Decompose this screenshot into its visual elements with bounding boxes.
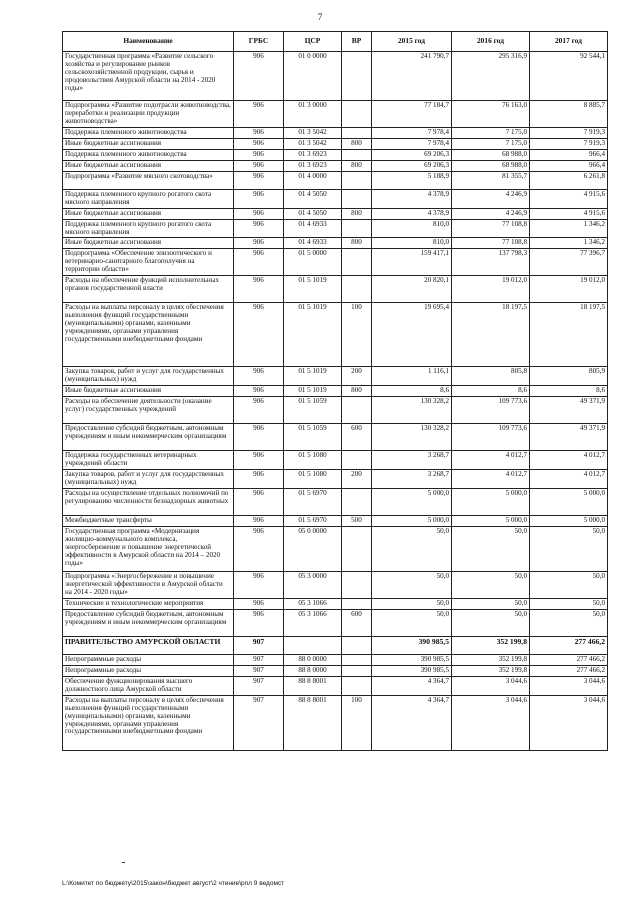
- cell-name: Расходы на осуществление отдельных полномочий по регулированию численности безнадзорных животных: [63, 489, 234, 516]
- table-row: [63, 599, 608, 610]
- cell-y2016: 50,0: [452, 572, 530, 599]
- cell-name: ПРАВИТЕЛЬСТВО АМУРСКОЙ ОБЛАСТИ: [63, 636, 234, 654]
- cell-csr: 01 3 5042: [284, 138, 342, 149]
- cell-name: Непрограммные расходы: [63, 654, 234, 665]
- cell-vr: 800: [342, 238, 372, 249]
- cell-grbs: 906: [234, 128, 284, 139]
- cell-grbs: 906: [234, 470, 284, 489]
- cell-y2015: 4 378,9: [372, 189, 452, 208]
- table-row: [63, 424, 608, 451]
- cell-name: Подпрограмма «Обеспечение эпизоотического и ветеринарно-санитарного благополучия на территории области»: [63, 249, 234, 276]
- cell-vr: [342, 101, 372, 128]
- cell-vr: 100: [342, 303, 372, 367]
- cell-y2016: 7 175,0: [452, 128, 530, 139]
- cell-y2015: 5 188,9: [372, 171, 452, 189]
- cell-y2016: 352 199,8: [452, 665, 530, 676]
- header-csr: ЦСР: [284, 32, 342, 52]
- table-row: [63, 276, 608, 303]
- cell-name: Иные бюджетные ассигнования: [63, 386, 234, 397]
- header-2016: 2016 год: [452, 32, 530, 52]
- cell-vr: [342, 249, 372, 276]
- table-row: [63, 516, 608, 527]
- cell-grbs: 906: [234, 149, 284, 160]
- cell-csr: 01 5 1059: [284, 424, 342, 451]
- table-row: [63, 397, 608, 424]
- cell-grbs: 906: [234, 599, 284, 610]
- table-row: [63, 367, 608, 386]
- page-number: 7: [317, 12, 323, 22]
- cell-y2017: 18 197,5: [530, 303, 608, 367]
- cell-y2017: 50,0: [530, 609, 608, 636]
- cell-vr: [342, 451, 372, 470]
- cell-y2016: 81 355,7: [452, 171, 530, 189]
- header-vr: ВР: [342, 32, 372, 52]
- cell-vr: [342, 527, 372, 572]
- cell-name: Поддержка государственных ветеринарных учреждений области: [63, 451, 234, 470]
- cell-grbs: 906: [234, 609, 284, 636]
- cell-y2016: 7 175,0: [452, 138, 530, 149]
- cell-csr: 88 8 8001: [284, 695, 342, 750]
- cell-y2015: 1 116,1: [372, 367, 452, 386]
- cell-y2015: 130 328,2: [372, 397, 452, 424]
- cell-vr: [342, 654, 372, 665]
- cell-csr: 01 3 6923: [284, 160, 342, 171]
- cell-vr: 600: [342, 424, 372, 451]
- cell-grbs: 906: [234, 276, 284, 303]
- cell-y2016: 295 316,9: [452, 52, 530, 101]
- cell-grbs: 907: [234, 695, 284, 750]
- cell-csr: 01 4 6933: [284, 219, 342, 238]
- cell-y2016: 109 773,6: [452, 424, 530, 451]
- cell-grbs: 906: [234, 160, 284, 171]
- table-row: [63, 238, 608, 249]
- cell-csr: 01 5 1080: [284, 451, 342, 470]
- cell-grbs: 906: [234, 189, 284, 208]
- cell-name: Закупка товаров, работ и услуг для государственных (муниципальных) нужд: [63, 367, 234, 386]
- cell-vr: [342, 489, 372, 516]
- cell-y2017: 805,9: [530, 367, 608, 386]
- cell-y2016: 50,0: [452, 527, 530, 572]
- cell-y2017: 1 346,2: [530, 219, 608, 238]
- cell-csr: 01 3 6923: [284, 149, 342, 160]
- cell-y2017: 277 466,2: [530, 654, 608, 665]
- cell-csr: 01 5 1080: [284, 470, 342, 489]
- cell-y2017: 277 466,2: [530, 636, 608, 654]
- cell-y2015: 241 790,7: [372, 52, 452, 101]
- cell-grbs: 906: [234, 386, 284, 397]
- table-row: [63, 489, 608, 516]
- cell-vr: [342, 171, 372, 189]
- cell-y2017: 50,0: [530, 572, 608, 599]
- cell-y2015: 390 985,5: [372, 636, 452, 654]
- table-row: [63, 609, 608, 636]
- table-row: [63, 249, 608, 276]
- cell-y2016: 805,8: [452, 367, 530, 386]
- cell-csr: 01 5 1019: [284, 303, 342, 367]
- table-row: [63, 470, 608, 489]
- cell-name: Закупка товаров, работ и услуг для государственных (муниципальных) нужд: [63, 470, 234, 489]
- table-row: [63, 695, 608, 750]
- cell-name: Предоставление субсидий бюджетным, автономным учреждениям и иным некоммерческим организациям: [63, 424, 234, 451]
- cell-grbs: 907: [234, 654, 284, 665]
- cell-name: Иные бюджетные ассигнования: [63, 208, 234, 219]
- cell-y2016: 4 246,9: [452, 189, 530, 208]
- cell-grbs: 906: [234, 451, 284, 470]
- cell-y2016: 3 044,6: [452, 676, 530, 695]
- cell-y2015: 390 985,5: [372, 654, 452, 665]
- cell-y2016: 77 108,8: [452, 238, 530, 249]
- cell-y2016: 50,0: [452, 599, 530, 610]
- cell-y2016: 4 246,9: [452, 208, 530, 219]
- cell-y2017: 966,4: [530, 160, 608, 171]
- cell-y2015: 810,0: [372, 238, 452, 249]
- cell-csr: 01 5 6970: [284, 489, 342, 516]
- header-2015: 2015 год: [372, 32, 452, 52]
- cell-grbs: 906: [234, 171, 284, 189]
- cell-vr: [342, 599, 372, 610]
- cell-name: Поддержка племенного крупного рогатого скота мясного направления: [63, 219, 234, 238]
- cell-name: Технические и технологические мероприятия: [63, 599, 234, 610]
- header-name: Наименование: [63, 32, 234, 52]
- table-row: [63, 52, 608, 101]
- cell-y2016: 68 988,0: [452, 149, 530, 160]
- cell-csr: 01 0 0000: [284, 52, 342, 101]
- cell-y2017: 4 915,6: [530, 208, 608, 219]
- table-row: [63, 149, 608, 160]
- cell-y2015: 50,0: [372, 527, 452, 572]
- table-row: [63, 527, 608, 572]
- cell-y2017: 6 261,8: [530, 171, 608, 189]
- table-row: [63, 219, 608, 238]
- cell-vr: 800: [342, 160, 372, 171]
- cell-y2015: 50,0: [372, 572, 452, 599]
- cell-csr: 01 5 1019: [284, 386, 342, 397]
- table-header-row: [63, 32, 608, 52]
- cell-grbs: 906: [234, 238, 284, 249]
- cell-grbs: 906: [234, 101, 284, 128]
- cell-y2015: 3 268,7: [372, 470, 452, 489]
- cell-grbs: 906: [234, 303, 284, 367]
- table-row: [63, 572, 608, 599]
- table-row: [63, 160, 608, 171]
- cell-name: Поддержка племенного крупного рогатого скота мясного направления: [63, 189, 234, 208]
- cell-y2017: 7 919,3: [530, 128, 608, 139]
- table-row: [63, 171, 608, 189]
- cell-vr: [342, 52, 372, 101]
- cell-grbs: 906: [234, 516, 284, 527]
- cell-vr: 500: [342, 516, 372, 527]
- cell-name: Государственная программа «Модернизация жилищно-коммунального комплекса, энергосбережение и повышение энергетической эффективности в Амурской области на 2014 – 2020 годы»: [63, 527, 234, 572]
- cell-csr: 01 5 0000: [284, 249, 342, 276]
- cell-name: Подпрограмма «Энергосбережение и повышение энергетической эффективности в Амурской области на 2014 - 2020 годы»: [63, 572, 234, 599]
- cell-y2017: 966,4: [530, 149, 608, 160]
- header-2017: 2017 год: [530, 32, 608, 52]
- cell-y2016: 76 163,0: [452, 101, 530, 128]
- cell-csr: [284, 636, 342, 654]
- cell-y2015: 20 820,1: [372, 276, 452, 303]
- cell-vr: 200: [342, 470, 372, 489]
- cell-csr: 05 0 0000: [284, 527, 342, 572]
- footer-file-path: L:\Комитет по бюджету\2015\закон\бюджет август\2 чтение\рпл 9 ведомст: [62, 880, 285, 887]
- cell-y2016: 8,6: [452, 386, 530, 397]
- cell-y2017: 7 919,3: [530, 138, 608, 149]
- cell-csr: 01 4 5050: [284, 189, 342, 208]
- cell-grbs: 907: [234, 636, 284, 654]
- cell-name: Иные бюджетные ассигнования: [63, 160, 234, 171]
- cell-vr: 100: [342, 695, 372, 750]
- cell-name: Расходы на обеспечение деятельности (оказание услуг) государственных учреждений: [63, 397, 234, 424]
- cell-y2017: 5 000,0: [530, 489, 608, 516]
- cell-y2015: 77 184,7: [372, 101, 452, 128]
- cell-name: Расходы на выплаты персоналу в целях обеспечения выполнения функций государственными (муниципальными) органами, казенными учреждениями, органами управления государственными внебюджетными фондами: [63, 303, 234, 367]
- cell-vr: 600: [342, 609, 372, 636]
- cell-name: Подпрограмма «Развитие подотрасли животноводства, переработки и реализации продукции животноводства»: [63, 101, 234, 128]
- budget-table: [62, 31, 608, 751]
- table-row: [63, 386, 608, 397]
- cell-grbs: 906: [234, 489, 284, 516]
- cell-y2015: 69 206,3: [372, 149, 452, 160]
- cell-grbs: 906: [234, 249, 284, 276]
- cell-grbs: 906: [234, 208, 284, 219]
- cell-vr: [342, 676, 372, 695]
- cell-y2016: 137 798,3: [452, 249, 530, 276]
- table-body: [63, 52, 608, 751]
- cell-csr: 01 5 1019: [284, 367, 342, 386]
- cell-vr: [342, 128, 372, 139]
- cell-vr: [342, 219, 372, 238]
- table-row: [63, 303, 608, 367]
- cell-name: Межбюджетные трансферты: [63, 516, 234, 527]
- cell-y2017: 277 466,2: [530, 665, 608, 676]
- cell-grbs: 906: [234, 572, 284, 599]
- cell-name: Непрограммные расходы: [63, 665, 234, 676]
- cell-y2017: 50,0: [530, 599, 608, 610]
- cell-y2017: 19 012,0: [530, 276, 608, 303]
- table-row: [63, 128, 608, 139]
- footer-mark: [122, 862, 125, 863]
- cell-y2015: 159 417,1: [372, 249, 452, 276]
- cell-y2016: 18 197,5: [452, 303, 530, 367]
- cell-y2016: 4 012,7: [452, 451, 530, 470]
- cell-y2016: 5 000,0: [452, 489, 530, 516]
- cell-name: Предоставление субсидий бюджетным, автономным учреждениям и иным некоммерческим организациям: [63, 609, 234, 636]
- cell-y2016: 4 012,7: [452, 470, 530, 489]
- table-row: [63, 676, 608, 695]
- cell-grbs: 906: [234, 138, 284, 149]
- cell-y2017: 92 544,1: [530, 52, 608, 101]
- cell-y2015: 5 000,0: [372, 516, 452, 527]
- cell-y2017: 3 044,6: [530, 676, 608, 695]
- cell-y2017: 49 371,9: [530, 397, 608, 424]
- cell-y2016: 352 199,8: [452, 654, 530, 665]
- cell-vr: [342, 636, 372, 654]
- cell-csr: 01 3 0000: [284, 101, 342, 128]
- cell-y2015: 50,0: [372, 599, 452, 610]
- cell-vr: 800: [342, 208, 372, 219]
- cell-vr: [342, 276, 372, 303]
- cell-y2015: 3 268,7: [372, 451, 452, 470]
- cell-y2016: 5 000,0: [452, 516, 530, 527]
- cell-y2016: 50,0: [452, 609, 530, 636]
- cell-y2017: 4 012,7: [530, 470, 608, 489]
- table-row: [63, 189, 608, 208]
- cell-grbs: 906: [234, 367, 284, 386]
- cell-y2015: 390 985,5: [372, 665, 452, 676]
- cell-name: Поддержка племенного животноводства: [63, 128, 234, 139]
- cell-name: Подпрограмма «Развитие мясного скотоводства»: [63, 171, 234, 189]
- cell-name: Расходы на выплаты персоналу в целях обеспечения выполнения функций государственными (муниципальными) органами, казенными учреждениями, органами управления государственными внебюджетными фондами: [63, 695, 234, 750]
- cell-vr: 800: [342, 386, 372, 397]
- cell-y2016: 3 044,6: [452, 695, 530, 750]
- cell-vr: [342, 665, 372, 676]
- cell-y2017: 5 000,0: [530, 516, 608, 527]
- cell-csr: 01 5 6970: [284, 516, 342, 527]
- cell-y2017: 8,6: [530, 386, 608, 397]
- cell-name: Обеспечение функционирования высшего должностного лица Амурской области: [63, 676, 234, 695]
- cell-name: Иные бюджетные ассигнования: [63, 238, 234, 249]
- header-grbs: ГРБС: [234, 32, 284, 52]
- table-row: [63, 665, 608, 676]
- cell-vr: [342, 149, 372, 160]
- cell-csr: 88 8 8001: [284, 676, 342, 695]
- cell-y2015: 50,0: [372, 609, 452, 636]
- cell-grbs: 906: [234, 397, 284, 424]
- cell-y2017: 4 915,6: [530, 189, 608, 208]
- cell-y2017: 77 396,7: [530, 249, 608, 276]
- cell-csr: 05 3 0000: [284, 572, 342, 599]
- cell-y2016: 109 773,6: [452, 397, 530, 424]
- table-row: [63, 636, 608, 654]
- cell-y2015: 8,6: [372, 386, 452, 397]
- cell-csr: 01 4 6933: [284, 238, 342, 249]
- cell-y2015: 4 364,7: [372, 695, 452, 750]
- cell-vr: 800: [342, 138, 372, 149]
- cell-csr: 01 4 0000: [284, 171, 342, 189]
- cell-csr: 01 5 1019: [284, 276, 342, 303]
- table-row: [63, 451, 608, 470]
- cell-vr: [342, 189, 372, 208]
- cell-y2017: 4 012,7: [530, 451, 608, 470]
- cell-y2017: 1 346,2: [530, 238, 608, 249]
- cell-y2016: 77 108,8: [452, 219, 530, 238]
- cell-name: Иные бюджетные ассигнования: [63, 138, 234, 149]
- cell-y2015: 4 378,9: [372, 208, 452, 219]
- cell-y2015: 69 206,3: [372, 160, 452, 171]
- cell-name: Расходы на обеспечение функций исполнительных органов государственной власти: [63, 276, 234, 303]
- cell-y2016: 352 199,8: [452, 636, 530, 654]
- cell-grbs: 907: [234, 676, 284, 695]
- table-row: [63, 138, 608, 149]
- table-row: [63, 654, 608, 665]
- cell-y2015: 7 978,4: [372, 128, 452, 139]
- cell-y2015: 7 978,4: [372, 138, 452, 149]
- cell-csr: 01 3 5042: [284, 128, 342, 139]
- cell-csr: 01 5 1059: [284, 397, 342, 424]
- cell-y2015: 130 328,2: [372, 424, 452, 451]
- cell-csr: 05 3 1066: [284, 609, 342, 636]
- cell-y2016: 68 988,0: [452, 160, 530, 171]
- cell-csr: 88 0 0000: [284, 654, 342, 665]
- cell-y2017: 49 371,9: [530, 424, 608, 451]
- cell-grbs: 906: [234, 219, 284, 238]
- cell-csr: 05 3 1066: [284, 599, 342, 610]
- cell-vr: [342, 572, 372, 599]
- cell-y2015: 810,0: [372, 219, 452, 238]
- table-row: [63, 101, 608, 128]
- cell-vr: 200: [342, 367, 372, 386]
- cell-grbs: 906: [234, 424, 284, 451]
- cell-y2017: 3 044,6: [530, 695, 608, 750]
- table-row: [63, 208, 608, 219]
- cell-csr: 01 4 5050: [284, 208, 342, 219]
- cell-name: Поддержка племенного животноводства: [63, 149, 234, 160]
- cell-grbs: 906: [234, 527, 284, 572]
- cell-y2015: 4 364,7: [372, 676, 452, 695]
- cell-csr: 88 8 0000: [284, 665, 342, 676]
- cell-grbs: 907: [234, 665, 284, 676]
- cell-name: Государственная программа «Развитие сельского хозяйства и регулирование рынков сельскохозяйственной продукции, сырья и продовольствия Амурской области на 2014 - 2020 годы»: [63, 52, 234, 101]
- cell-y2017: 50,0: [530, 527, 608, 572]
- cell-grbs: 906: [234, 52, 284, 101]
- cell-y2016: 19 012,0: [452, 276, 530, 303]
- cell-vr: [342, 397, 372, 424]
- cell-y2015: 5 000,0: [372, 489, 452, 516]
- cell-y2017: 8 885,7: [530, 101, 608, 128]
- cell-y2015: 19 695,4: [372, 303, 452, 367]
